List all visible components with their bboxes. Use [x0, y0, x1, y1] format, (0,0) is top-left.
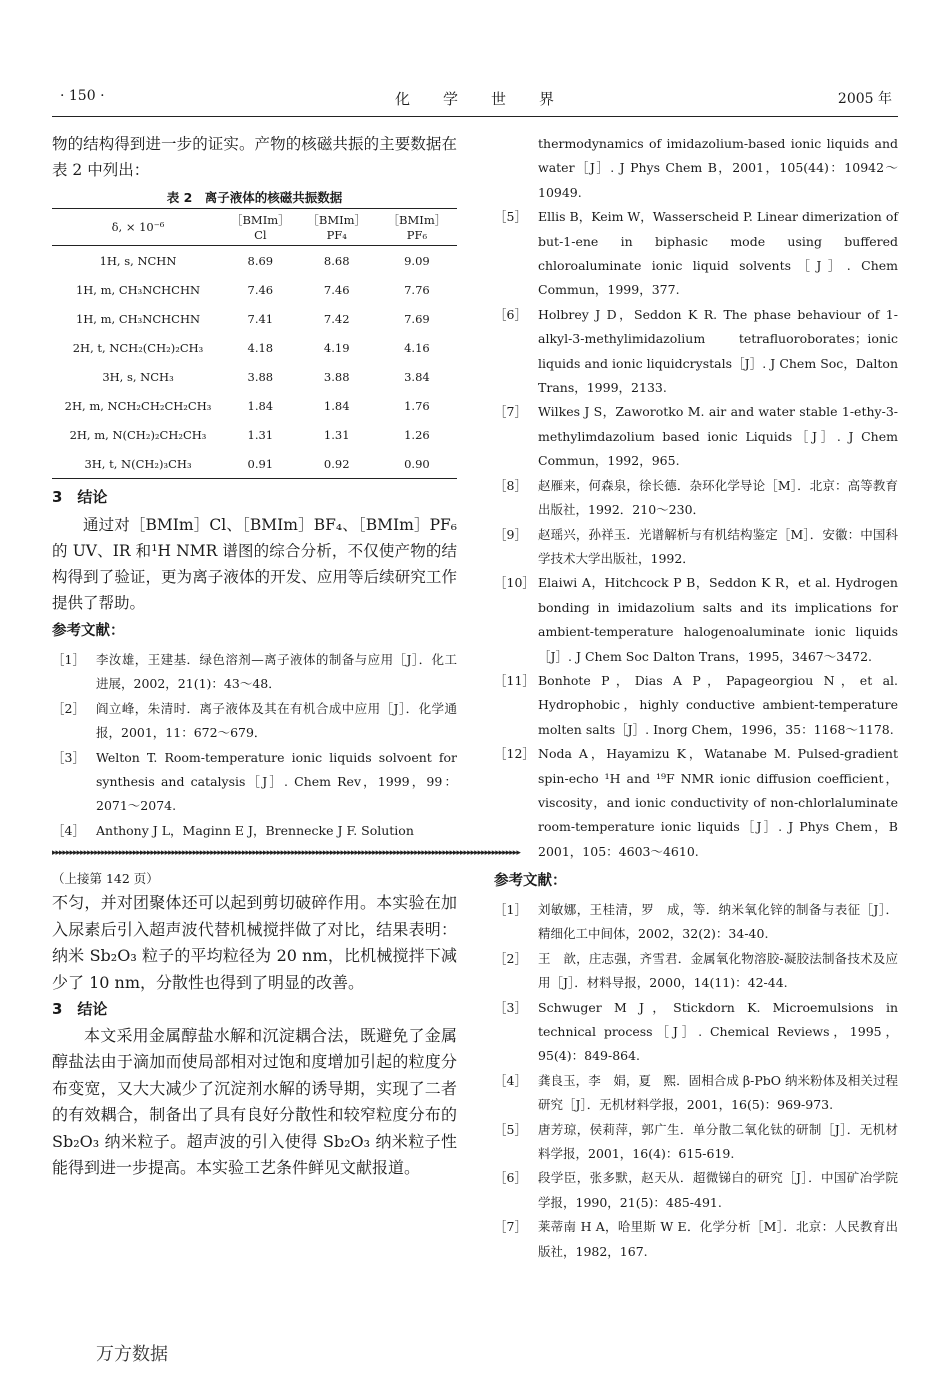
- reference-item: [494, 132, 898, 205]
- reference-number: ［6］: [494, 1170, 527, 1186]
- reference-list-bottom-right: [494, 898, 898, 1264]
- references-heading-bottom: [494, 868, 898, 894]
- table-cell: 4.19: [323, 340, 350, 355]
- table-cell: 1H, m, CH₃NCHCHN: [75, 282, 201, 297]
- header-rule: [52, 116, 898, 117]
- table-cell: 1.84: [323, 398, 350, 413]
- reference-item: [494, 1118, 898, 1167]
- table-cell: 7.46: [247, 282, 274, 297]
- reference-item: [494, 947, 898, 996]
- reference-number: ［3］: [52, 749, 85, 765]
- table-cell: 1.84: [247, 398, 274, 413]
- table-cell: 3.84: [404, 369, 430, 384]
- section-separator: ▸▸▸▸▸▸▸▸▸▸▸▸▸▸▸▸▸▸▸▸▸▸▸▸▸▸▸▸▸▸▸▸▸▸▸▸▸▸▸▸▸▸▸▸▸▸▸▸▸▸▸▸▸▸▸▸▸▸▸▸▸▸▸▸▸▸▸▸▸▸▸▸▸▸▸▸▸▸▸▸▸▸▸▸▸▸▸▸▸▸▸▸▸▸▸▸▸▸▸▸▸▸▸▸▸▸▸▸▸▸▸▸▸▸▸▸▸▸▸▸▸▸▸▸▸▸▸▸▸▸▸▸▸: [52, 848, 520, 858]
- table-cell: 0.91: [224, 449, 297, 479]
- reference-item: [494, 996, 898, 1069]
- reference-text: 王 歆，庄志强，齐雪君．金属氧化物溶胶-凝胶法制备技术及应用［J］．材料导报，2000，14(11)：42-44.: [538, 950, 898, 991]
- reference-item: [494, 205, 898, 303]
- conclusion-text: 本文采用金属醇盐水解和沉淀耦合法，既避免了金属醇盐法由于滴加而使局部相对过饱和度增加引起的粒度分布变宽，又大大减少了沉淀剂水解的诱导期，实现了二者的有效耦合，制备出了具有良好分散性和较窄粒度分布的 Sb₂O₃ 纳米粒子。超声波的引入使得 Sb₂O₃ 纳米粒子性能得到进一步提高。本实验工艺条件鲜见文献报道。: [52, 1025, 457, 1177]
- reference-item: [494, 898, 898, 947]
- reference-number: ［7］: [494, 404, 527, 420]
- reference-list-top-right: [494, 132, 898, 864]
- table-row: [52, 304, 457, 333]
- reference-item: [52, 746, 457, 819]
- reference-item: [52, 819, 457, 843]
- table-cell: 1.26: [404, 427, 430, 442]
- table-cell: 7.76: [404, 282, 430, 297]
- reference-number: ［12］: [494, 746, 535, 762]
- reference-text: 阎立峰，朱清时．离子液体及其在有机合成中应用［J］．化学通报，2001，11：672～679．: [96, 700, 457, 741]
- table-row: [52, 333, 457, 362]
- reference-number: ［4］: [52, 822, 85, 838]
- table-cell: 7.42: [323, 311, 350, 326]
- reference-number: ［5］: [494, 1121, 527, 1137]
- reference-text: Ellis B，Keim W，Wasserscheid P. Linear dimerization of but-1-ene in biphasic mode using buffered chloroaluminate ionic liquid solvents［J］. Chem Commun，1999，377.: [538, 209, 898, 298]
- continued-paragraph: 不匀，并对团聚体还可以起到剪切破碎作用。本实验在加入尿素后引入超声波代替机械搅拌做了对比，结果表明：纳米 Sb₂O₃ 粒子的平均粒径为 20 nm，比机械搅拌下减少了 10 nm，分散性也得到了明显的改善。: [52, 893, 457, 992]
- section-heading: 3 结论: [52, 1000, 108, 1018]
- table-row: [52, 275, 457, 304]
- table-cell: 7.46: [323, 282, 350, 297]
- reference-number: ［3］: [494, 999, 527, 1015]
- references-title: 参考文献：: [52, 623, 125, 639]
- reference-item: [494, 303, 898, 401]
- reference-item: [494, 523, 898, 572]
- reference-item: [52, 648, 457, 697]
- table-cell: 4.16: [404, 340, 430, 355]
- table-cell: 1.31: [323, 427, 350, 442]
- reference-number: ［2］: [494, 950, 527, 966]
- table-cell: 2H, m, NCH₂CH₂CH₂CH₃: [64, 398, 212, 413]
- reference-text: 赵瑶兴，孙祥玉．光谱解析与有机结构鉴定［M］．安徽：中国科学技术大学出版社，1992．: [538, 526, 898, 566]
- reference-number: ［1］: [494, 902, 527, 917]
- table-caption: 表 2 离子液体的核磁共振数据: [166, 190, 343, 205]
- table-cell: 0.92: [297, 449, 377, 479]
- table-cell: 4.18: [247, 340, 274, 355]
- table-cell: 8.68: [323, 253, 350, 268]
- reference-text: Noda A，Hayamizu K，Watanabe M. Pulsed-gradient spin-echo ¹H and ¹⁹F NMR ionic diffusion coefficient，viscosity，and ionic conductivity of non-chlorlaluminate room-temperature ionic liquids［J］. J Phys Chem，B 2001，105：4603～4610.: [538, 746, 898, 859]
- reference-item: [494, 1215, 898, 1264]
- reference-text: Holbrey J D，Seddon K R. The phase behaviour of 1-alkyl-3-methylimidazolium tetrafluoroborates；ionic liquids and ionic liquidcrystals［J］. J Chem Soc，Dalton Trans，1999，2133.: [538, 306, 898, 396]
- table-cell: 2H, t, NCH₂(CH₂)₂CH₃: [72, 340, 204, 355]
- reference-number: ［6］: [494, 306, 527, 322]
- reference-text: 李汝雄，王建基．绿色溶剂—离子液体的制备与应用［J］．化工进展，2002，21(1)：43～48．: [96, 652, 457, 692]
- intro-paragraph: [52, 131, 457, 183]
- reference-text: 赵雁来，何森泉，徐长德．杂环化学导论［M］．北京：高等教育出版社，1992．210～230．: [538, 477, 898, 518]
- reference-item: [52, 697, 457, 746]
- reference-number: ［4］: [494, 1072, 527, 1088]
- reference-item: [494, 474, 898, 523]
- reference-text: 唐芳琼，侯莉萍，郭广生．单分散二氧化钛的研制［J］．无机材料学报，2001，16(4)：615-619.: [538, 1121, 898, 1162]
- reference-text: Bonhote P，Dias A P，Papageorgiou N，et al. Hydrophobic，highly conductive ambient-temperature molten salts［J］. Inorg Chem，1996，35：1168～1178.: [538, 672, 898, 737]
- reference-text: 龚良玉，李 娟，夏 熙．固相合成 β-PbO 纳米粉体及相关过程研究［J］．无机材料学报，2001，16(5)：969-973.: [538, 1072, 898, 1113]
- conclusion-text: 通过对［BMIm］Cl、［BMIm］BF₄、［BMIm］PF₆ 的 UV、IR 和¹H NMR 谱图的综合分析，不仅使产物的结构得到了验证，更为离子液体的开发、应用等后续研究工作提供了帮助。: [52, 516, 457, 612]
- reference-text: 刘敏娜，王桂清，罗 成，等．纳米氧化锌的制备与表征［J］．精细化工中间体，2002，32(2)：34-40.: [538, 902, 898, 942]
- table-header-cell: ［BMIm］PF₄: [297, 209, 377, 246]
- reference-item: [494, 1069, 898, 1118]
- table-cell: 9.09: [404, 253, 430, 268]
- reference-number: ［2］: [52, 700, 85, 716]
- reference-number: ［10］: [494, 575, 535, 591]
- journal-title: 化 学 世 界: [394, 90, 555, 108]
- reference-list-top-left: [52, 648, 457, 843]
- reference-item: [494, 669, 898, 742]
- continued-note: （上接第 142 页）: [52, 871, 159, 886]
- reference-item: [494, 742, 898, 864]
- reference-number: ［8］: [494, 477, 527, 493]
- continued-article: [52, 868, 457, 1182]
- table-row: [52, 391, 457, 420]
- nmr-table: [52, 208, 457, 479]
- intro-text: 物的结构得到进一步的证实。产物的核磁共振的主要数据在表 2 中列出：: [52, 135, 457, 179]
- reference-number: [494, 132, 538, 205]
- reference-number: ［5］: [494, 209, 527, 225]
- table-cell: 3.88: [247, 369, 274, 384]
- reference-number: ［1］: [52, 652, 85, 667]
- reference-item: [494, 571, 898, 669]
- table-header-cell: ［BMIm］Cl: [224, 209, 297, 246]
- reference-text: Anthony J L，Maginn E J，Brennecke J F. Solution: [96, 822, 414, 838]
- footer-watermark: 万方数据: [96, 1344, 168, 1365]
- reference-number: ［11］: [494, 672, 535, 688]
- table-row: [52, 449, 457, 479]
- reference-text: 莱蒂南 H A，哈里斯 W E．化学分析［M］．北京：人民教育出版社，1982，167.: [538, 1219, 898, 1259]
- reference-text: Schwuger M J，Stickdorn K. Microemulsions in technical process［J］. Chemical Reviews，1995，95(4)：849-864.: [538, 999, 898, 1064]
- table-cell: 7.69: [404, 311, 430, 326]
- table-row: [52, 420, 457, 449]
- table-cell: 1H, m, CH₃NCHCHN: [75, 311, 201, 326]
- table-row: [52, 362, 457, 391]
- table-cell: 0.90: [377, 449, 457, 479]
- reference-text: 段学臣，张多默，赵天从．超微锑白的研究［J］．中国矿冶学院学报，1990，21(5)：485-491.: [538, 1170, 898, 1210]
- references-title: 参考文献：: [494, 873, 567, 889]
- table-header-row: [52, 209, 457, 246]
- table-cell: 1H, s, NCHN: [99, 253, 177, 268]
- table-header-cell: ［BMIm］PF₆: [377, 209, 457, 246]
- table-header-cell: δ, × 10⁻⁶: [52, 209, 224, 246]
- reference-item: [494, 400, 898, 473]
- reference-number: ［7］: [494, 1219, 527, 1235]
- table-cell: 7.41: [247, 311, 274, 326]
- page-number: · 150 ·: [60, 88, 105, 104]
- section-heading: 3 结论: [52, 488, 108, 506]
- year-label: 2005 年: [837, 91, 892, 107]
- reference-text: Welton T. Room-temperature ionic liquids solvoent for synthesis and catalysis［J］. Chem Rev，1999，99：2071～2074.: [96, 749, 457, 814]
- table-row: [52, 246, 457, 276]
- reference-text: Wilkes J S，Zaworotko M. air and water stable 1-ethy-3-methylimdazolium based ionic Liquids［J］. J Chem Commun，1992，965.: [538, 404, 898, 469]
- table-cell: 1.31: [247, 427, 274, 442]
- reference-number: ［9］: [494, 526, 527, 542]
- table-cell: 3H, t, N(CH₂)₃CH₃: [52, 449, 224, 479]
- table-cell: 8.69: [247, 253, 274, 268]
- table-cell: 2H, m, N(CH₂)₂CH₂CH₃: [69, 427, 207, 442]
- table-cell: 3.88: [323, 369, 350, 384]
- reference-text: thermodynamics of imidazolium-based ionic liquids and water［J］. J Phys Chem B，2001，105(44)：10942～10949.: [538, 136, 898, 200]
- reference-item: [494, 1166, 898, 1215]
- conclusion-section: [52, 484, 457, 644]
- table-cell: 3H, s, NCH₃: [102, 369, 174, 384]
- reference-text: Elaiwi A，Hitchcock P B，Seddon K R，et al. Hydrogen bonding in imidazolium salts and its implications for ambient-temperature halogenoaluminate ionic liquids［J］. J Chem Soc Dalton Trans，1995，3467～3472.: [538, 575, 898, 664]
- table-cell: 1.76: [404, 398, 430, 413]
